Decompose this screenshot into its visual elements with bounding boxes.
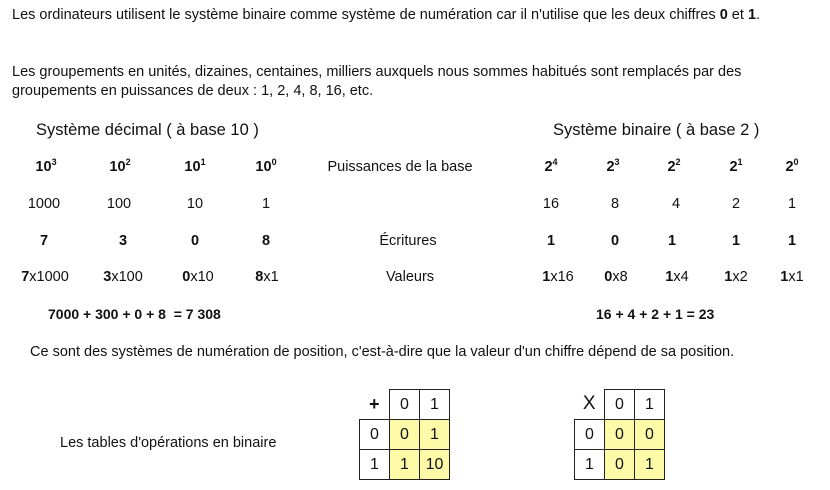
intro-paragraph-2: Les groupements en unités, dizaines, centaines, milliers auxquels nous sommes habitués sont remplacés par des groupements en puissances de deux : 1, 2, 4, 8, 16, etc. (12, 64, 742, 99)
addition-header: 0 (390, 390, 420, 420)
multiplication-cell: 1 (635, 450, 665, 480)
binary-sum: 16 + 4 + 2 + 1 = 23 (596, 306, 715, 322)
values-label: Valeurs (385, 269, 435, 285)
multiplication-row-head: 0 (575, 420, 605, 450)
addition-cell: 10 (420, 450, 450, 480)
multiplication-row-head: 1 (575, 450, 605, 480)
binary-place-value: 1 (787, 196, 797, 212)
decimal-value: 8x1 (255, 269, 279, 285)
intro-period: . (756, 7, 761, 23)
decimal-power: $10^2$ (109, 157, 131, 175)
binary-value: 1x16 (542, 269, 574, 285)
binary-digit: 1 (731, 233, 741, 249)
multiplication-header: 0 (605, 390, 635, 420)
decimal-digit: 8 (261, 233, 271, 249)
decimal-value: 7x1000 (21, 269, 69, 285)
binary-digit: 1 (667, 233, 677, 249)
binary-digit: 1 (787, 233, 797, 249)
decimal-value: 0x10 (182, 269, 214, 285)
binary-digit: 1 (546, 233, 556, 249)
multiplication-operator: X (575, 390, 605, 420)
binary-value: 0x8 (604, 269, 628, 285)
digit-one: 1 (747, 7, 757, 23)
decimal-power: $10^1$ (184, 157, 206, 175)
multiplication-cell: 0 (605, 420, 635, 450)
binary-place-value: 2 (731, 196, 741, 212)
binary-value: 1x4 (665, 269, 689, 285)
writing-label: Écritures (379, 233, 437, 249)
addition-row-head: 0 (360, 420, 390, 450)
multiplication-table (574, 389, 665, 480)
addition-cell: 0 (390, 420, 420, 450)
addition-table (359, 389, 450, 480)
binary-power: $2^4$ (544, 157, 558, 175)
decimal-place-value: 100 (106, 196, 132, 212)
multiplication-cell: 0 (605, 450, 635, 480)
intro-text: Les ordinateurs utilisent le système binaire comme système de numération car il n'utilise que les deux chiffres (12, 7, 720, 23)
binary-title: Système binaire ( à base 2 ) (553, 121, 760, 139)
binary-power: $2^2$ (667, 157, 681, 175)
powers-label: Puissances de la base (327, 159, 473, 175)
binary-digit: 0 (610, 233, 620, 249)
decimal-digit: 7 (39, 233, 49, 249)
binary-value: 1x1 (780, 269, 804, 285)
intro-paragraph-1 (12, 6, 822, 25)
binary-place-value: 4 (671, 196, 681, 212)
intro-and: et (727, 7, 748, 23)
decimal-power: $10^0$ (255, 157, 277, 175)
binary-place-value: 16 (542, 196, 560, 212)
addition-operator: + (360, 390, 390, 420)
binary-value: 1x2 (724, 269, 748, 285)
decimal-title: Système décimal ( à base 10 ) (36, 121, 259, 139)
binary-power: $2^1$ (729, 157, 743, 175)
addition-header: 1 (420, 390, 450, 420)
decimal-place-value: 10 (186, 196, 204, 212)
decimal-digit: 0 (190, 233, 200, 249)
binary-power: $2^0$ (785, 157, 799, 175)
position-note: Ce sont des systèmes de numération de position, c'est-à-dire que la valeur d'un chiffre dépend de sa position. (30, 344, 735, 360)
tables-label: Les tables d'opérations en binaire (60, 435, 277, 451)
decimal-digit: 3 (118, 233, 128, 249)
addition-row-head: 1 (360, 450, 390, 480)
decimal-value: 3x100 (103, 269, 143, 285)
digit-zero: 0 (719, 7, 728, 23)
multiplication-cell: 0 (635, 420, 665, 450)
multiplication-header: 1 (635, 390, 665, 420)
addition-cell: 1 (390, 450, 420, 480)
decimal-power: $10^3$ (35, 157, 57, 175)
binary-power: $2^3$ (606, 157, 620, 175)
decimal-sum: 7000 + 300 + 0 + 8 = 7 308 (48, 306, 221, 322)
binary-place-value: 8 (610, 196, 620, 212)
decimal-place-value: 1 (261, 196, 271, 212)
decimal-place-value: 1000 (27, 196, 61, 212)
addition-cell: 1 (420, 420, 450, 450)
